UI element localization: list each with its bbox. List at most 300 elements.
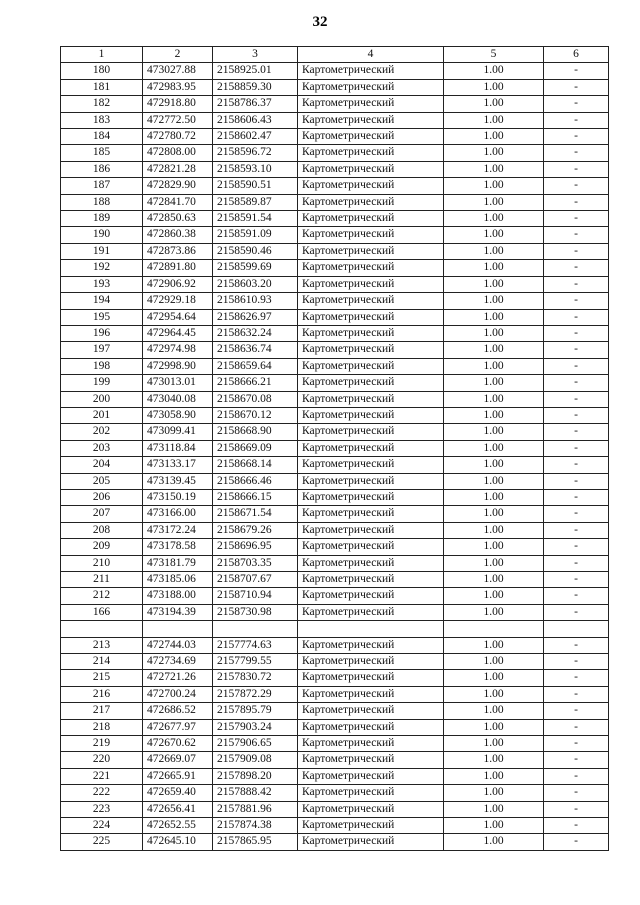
cell-coord-x: 472780.72	[143, 129, 213, 145]
cell-accuracy: 1.00	[444, 309, 544, 325]
cell-point-number: 204	[61, 457, 143, 473]
cell-coord-y: 2158599.69	[213, 260, 298, 276]
table-row	[61, 457, 609, 473]
table-row	[61, 506, 609, 522]
cell-method: Картометрический	[298, 63, 444, 79]
cell-accuracy: 1.00	[444, 801, 544, 817]
coordinates-table	[60, 46, 609, 851]
cell-coord-y: 2157903.24	[213, 719, 298, 735]
cell-method: Картометрический	[298, 96, 444, 112]
table-row	[61, 785, 609, 801]
cell-point-number: 206	[61, 489, 143, 505]
cell-coord-y: 2158730.98	[213, 604, 298, 620]
cell-point-number: 190	[61, 227, 143, 243]
table-row	[61, 539, 609, 555]
cell-note: -	[544, 112, 609, 128]
cell-note: -	[544, 506, 609, 522]
cell-method: Картометрический	[298, 161, 444, 177]
cell-coord-y: 2158666.46	[213, 473, 298, 489]
cell-coord-y: 2158659.64	[213, 358, 298, 374]
cell-coord-x: 472652.55	[143, 818, 213, 834]
cell-coord-x: 472665.91	[143, 768, 213, 784]
cell-coord-x: 472964.45	[143, 325, 213, 341]
cell-method: Картометрический	[298, 375, 444, 391]
cell-note: -	[544, 342, 609, 358]
cell-accuracy	[444, 621, 544, 637]
cell-coord-y: 2158671.54	[213, 506, 298, 522]
cell-point-number: 214	[61, 654, 143, 670]
cell-method: Картометрический	[298, 79, 444, 95]
table-row	[61, 424, 609, 440]
cell-coord-x: 472850.63	[143, 211, 213, 227]
cell-point-number: 211	[61, 572, 143, 588]
table-row	[61, 604, 609, 620]
cell-point-number: 188	[61, 194, 143, 210]
cell-method: Картометрический	[298, 342, 444, 358]
cell-accuracy: 1.00	[444, 670, 544, 686]
cell-accuracy: 1.00	[444, 424, 544, 440]
cell-note: -	[544, 178, 609, 194]
cell-note: -	[544, 768, 609, 784]
cell-coord-y: 2158610.93	[213, 293, 298, 309]
cell-method: Картометрический	[298, 670, 444, 686]
cell-note: -	[544, 161, 609, 177]
table-row	[61, 572, 609, 588]
cell-accuracy: 1.00	[444, 489, 544, 505]
cell-coord-x: 472772.50	[143, 112, 213, 128]
cell-point-number: 202	[61, 424, 143, 440]
cell-coord-y: 2158666.21	[213, 375, 298, 391]
cell-method: Картометрический	[298, 522, 444, 538]
cell-method: Картометрический	[298, 211, 444, 227]
cell-method: Картометрический	[298, 801, 444, 817]
cell-accuracy: 1.00	[444, 654, 544, 670]
cell-note: -	[544, 358, 609, 374]
cell-method: Картометрический	[298, 572, 444, 588]
cell-note: -	[544, 473, 609, 489]
cell-accuracy: 1.00	[444, 145, 544, 161]
cell-coord-x: 473194.39	[143, 604, 213, 620]
cell-coord-x: 472998.90	[143, 358, 213, 374]
cell-accuracy: 1.00	[444, 719, 544, 735]
cell-point-number: 210	[61, 555, 143, 571]
cell-method: Картометрический	[298, 227, 444, 243]
cell-point-number: 186	[61, 161, 143, 177]
page-number: 32	[312, 14, 328, 30]
cell-coord-y: 2158668.90	[213, 424, 298, 440]
cell-method: Картометрический	[298, 637, 444, 653]
cell-point-number: 219	[61, 736, 143, 752]
cell-coord-x: 473181.79	[143, 555, 213, 571]
cell-accuracy: 1.00	[444, 572, 544, 588]
cell-method: Картометрический	[298, 752, 444, 768]
cell-method: Картометрический	[298, 243, 444, 259]
table-row	[61, 63, 609, 79]
cell-coord-y: 2158596.72	[213, 145, 298, 161]
cell-accuracy: 1.00	[444, 161, 544, 177]
cell-point-number: 198	[61, 358, 143, 374]
table-row	[61, 309, 609, 325]
column-header-4: 4	[298, 47, 444, 63]
cell-accuracy: 1.00	[444, 375, 544, 391]
cell-coord-x: 472974.98	[143, 342, 213, 358]
column-header-3: 3	[213, 47, 298, 63]
table-row	[61, 489, 609, 505]
cell-coord-y: 2158670.08	[213, 391, 298, 407]
cell-accuracy: 1.00	[444, 293, 544, 309]
cell-point-number: 181	[61, 79, 143, 95]
cell-coord-y: 2157799.55	[213, 654, 298, 670]
table-row	[61, 703, 609, 719]
cell-method: Картометрический	[298, 686, 444, 702]
cell-coord-y: 2157830.72	[213, 670, 298, 686]
cell-coord-y: 2158679.26	[213, 522, 298, 538]
cell-point-number: 216	[61, 686, 143, 702]
cell-coord-x: 472873.86	[143, 243, 213, 259]
cell-note: -	[544, 489, 609, 505]
cell-coord-y: 2158696.95	[213, 539, 298, 555]
cell-accuracy: 1.00	[444, 276, 544, 292]
cell-method: Картометрический	[298, 293, 444, 309]
cell-coord-x: 472929.18	[143, 293, 213, 309]
table-row	[61, 588, 609, 604]
table-row	[61, 391, 609, 407]
cell-coord-x: 472860.38	[143, 227, 213, 243]
cell-accuracy: 1.00	[444, 588, 544, 604]
cell-accuracy: 1.00	[444, 555, 544, 571]
table-row	[61, 358, 609, 374]
cell-method: Картометрический	[298, 588, 444, 604]
cell-point-number: 183	[61, 112, 143, 128]
table-row	[61, 129, 609, 145]
cell-accuracy: 1.00	[444, 79, 544, 95]
cell-note: -	[544, 572, 609, 588]
cell-note: -	[544, 801, 609, 817]
cell-note: -	[544, 457, 609, 473]
cell-note: -	[544, 818, 609, 834]
cell-coord-y: 2157774.63	[213, 637, 298, 653]
cell-coord-x: 473118.84	[143, 440, 213, 456]
cell-note: -	[544, 211, 609, 227]
cell-coord-y: 2157874.38	[213, 818, 298, 834]
table-header-row	[61, 47, 609, 63]
cell-point-number: 180	[61, 63, 143, 79]
cell-coord-y: 2158626.97	[213, 309, 298, 325]
cell-coord-x: 472700.24	[143, 686, 213, 702]
table-row	[61, 621, 609, 637]
cell-coord-x: 472918.80	[143, 96, 213, 112]
table-row	[61, 145, 609, 161]
cell-coord-x: 472744.03	[143, 637, 213, 653]
cell-note: -	[544, 276, 609, 292]
table-body	[61, 63, 609, 850]
cell-coord-x: 472906.92	[143, 276, 213, 292]
cell-method: Картометрический	[298, 506, 444, 522]
cell-note: -	[544, 752, 609, 768]
cell-coord-y: 2157895.79	[213, 703, 298, 719]
cell-note: -	[544, 670, 609, 686]
cell-accuracy: 1.00	[444, 506, 544, 522]
cell-method: Картометрический	[298, 391, 444, 407]
cell-note: -	[544, 703, 609, 719]
table-row	[61, 686, 609, 702]
table-row	[61, 768, 609, 784]
cell-coord-x: 472829.90	[143, 178, 213, 194]
cell-coord-y: 2158591.54	[213, 211, 298, 227]
cell-coord-y: 2158636.74	[213, 342, 298, 358]
cell-note: -	[544, 243, 609, 259]
cell-coord-y: 2157872.29	[213, 686, 298, 702]
table-row	[61, 801, 609, 817]
cell-point-number: 203	[61, 440, 143, 456]
cell-coord-x: 472954.64	[143, 309, 213, 325]
cell-point-number: 205	[61, 473, 143, 489]
table-row	[61, 736, 609, 752]
cell-accuracy: 1.00	[444, 539, 544, 555]
cell-method: Картометрический	[298, 424, 444, 440]
cell-coord-x: 473172.24	[143, 522, 213, 538]
cell-coord-x: 473185.06	[143, 572, 213, 588]
cell-note: -	[544, 654, 609, 670]
cell-point-number: 166	[61, 604, 143, 620]
cell-accuracy: 1.00	[444, 63, 544, 79]
cell-point-number: 185	[61, 145, 143, 161]
cell-accuracy: 1.00	[444, 473, 544, 489]
cell-coord-x: 473013.01	[143, 375, 213, 391]
cell-method: Картометрический	[298, 440, 444, 456]
cell-note: -	[544, 522, 609, 538]
cell-method: Картометрический	[298, 818, 444, 834]
cell-point-number: 225	[61, 834, 143, 850]
cell-point-number: 184	[61, 129, 143, 145]
cell-method: Картометрический	[298, 604, 444, 620]
table-row	[61, 325, 609, 341]
cell-note: -	[544, 227, 609, 243]
cell-coord-y: 2158925.01	[213, 63, 298, 79]
cell-point-number: 220	[61, 752, 143, 768]
cell-note: -	[544, 719, 609, 735]
cell-coord-y: 2158589.87	[213, 194, 298, 210]
cell-method: Картометрический	[298, 178, 444, 194]
cell-coord-y	[213, 621, 298, 637]
cell-method: Картометрический	[298, 473, 444, 489]
cell-coord-x: 472983.95	[143, 79, 213, 95]
cell-coord-y: 2158670.12	[213, 407, 298, 423]
cell-coord-x: 472670.62	[143, 736, 213, 752]
column-header-6: 6	[544, 47, 609, 63]
cell-accuracy: 1.00	[444, 834, 544, 850]
table-row	[61, 342, 609, 358]
cell-accuracy: 1.00	[444, 178, 544, 194]
cell-accuracy: 1.00	[444, 752, 544, 768]
cell-method	[298, 621, 444, 637]
cell-accuracy: 1.00	[444, 112, 544, 128]
cell-coord-y: 2158593.10	[213, 161, 298, 177]
cell-note: -	[544, 79, 609, 95]
cell-note: -	[544, 194, 609, 210]
cell-accuracy: 1.00	[444, 325, 544, 341]
cell-coord-y: 2158703.35	[213, 555, 298, 571]
table-row	[61, 96, 609, 112]
table-row	[61, 276, 609, 292]
cell-accuracy: 1.00	[444, 736, 544, 752]
cell-point-number: 217	[61, 703, 143, 719]
cell-coord-x: 473040.08	[143, 391, 213, 407]
cell-note: -	[544, 325, 609, 341]
cell-coord-x: 472669.07	[143, 752, 213, 768]
cell-accuracy: 1.00	[444, 358, 544, 374]
cell-accuracy: 1.00	[444, 785, 544, 801]
cell-coord-x: 473166.00	[143, 506, 213, 522]
cell-point-number: 197	[61, 342, 143, 358]
table-row	[61, 637, 609, 653]
cell-note: -	[544, 129, 609, 145]
table-row	[61, 375, 609, 391]
cell-coord-y: 2158591.09	[213, 227, 298, 243]
cell-point-number: 213	[61, 637, 143, 653]
cell-method: Картометрический	[298, 736, 444, 752]
cell-note: -	[544, 686, 609, 702]
cell-coord-x: 473099.41	[143, 424, 213, 440]
table-row	[61, 818, 609, 834]
cell-coord-y: 2158786.37	[213, 96, 298, 112]
cell-point-number: 215	[61, 670, 143, 686]
cell-point-number: 194	[61, 293, 143, 309]
cell-coord-x: 473133.17	[143, 457, 213, 473]
cell-coord-x: 472841.70	[143, 194, 213, 210]
cell-method: Картометрический	[298, 309, 444, 325]
cell-coord-y: 2158590.51	[213, 178, 298, 194]
cell-note	[544, 621, 609, 637]
table-row	[61, 752, 609, 768]
table-row	[61, 178, 609, 194]
cell-coord-x: 473027.88	[143, 63, 213, 79]
cell-method: Картометрический	[298, 703, 444, 719]
cell-coord-y: 2157898.20	[213, 768, 298, 784]
cell-accuracy: 1.00	[444, 768, 544, 784]
cell-method: Картометрический	[298, 145, 444, 161]
cell-coord-x: 472721.26	[143, 670, 213, 686]
cell-point-number: 224	[61, 818, 143, 834]
cell-note: -	[544, 736, 609, 752]
column-header-2: 2	[143, 47, 213, 63]
cell-accuracy: 1.00	[444, 260, 544, 276]
cell-point-number: 207	[61, 506, 143, 522]
cell-coord-x: 472656.41	[143, 801, 213, 817]
cell-coord-y: 2158590.46	[213, 243, 298, 259]
cell-point-number: 193	[61, 276, 143, 292]
table-row	[61, 161, 609, 177]
cell-note: -	[544, 293, 609, 309]
cell-accuracy: 1.00	[444, 211, 544, 227]
cell-accuracy: 1.00	[444, 227, 544, 243]
cell-method: Картометрический	[298, 555, 444, 571]
cell-method: Картометрический	[298, 260, 444, 276]
cell-method: Картометрический	[298, 358, 444, 374]
cell-accuracy: 1.00	[444, 686, 544, 702]
column-header-5: 5	[444, 47, 544, 63]
cell-point-number: 201	[61, 407, 143, 423]
cell-coord-x: 473139.45	[143, 473, 213, 489]
cell-coord-y: 2158602.47	[213, 129, 298, 145]
cell-coord-x: 473150.19	[143, 489, 213, 505]
cell-coord-y: 2157888.42	[213, 785, 298, 801]
cell-note: -	[544, 785, 609, 801]
table-row	[61, 654, 609, 670]
cell-method: Картометрический	[298, 719, 444, 735]
cell-method: Картометрический	[298, 785, 444, 801]
cell-coord-y: 2158668.14	[213, 457, 298, 473]
cell-coord-x: 472821.28	[143, 161, 213, 177]
cell-method: Картометрический	[298, 112, 444, 128]
cell-note: -	[544, 637, 609, 653]
cell-accuracy: 1.00	[444, 457, 544, 473]
cell-accuracy: 1.00	[444, 243, 544, 259]
table-row	[61, 407, 609, 423]
cell-note: -	[544, 96, 609, 112]
column-header-1: 1	[61, 47, 143, 63]
cell-accuracy: 1.00	[444, 342, 544, 358]
cell-point-number: 200	[61, 391, 143, 407]
cell-point-number: 192	[61, 260, 143, 276]
cell-method: Картометрический	[298, 129, 444, 145]
cell-coord-y: 2157909.08	[213, 752, 298, 768]
cell-coord-x: 473058.90	[143, 407, 213, 423]
cell-note: -	[544, 539, 609, 555]
cell-point-number: 218	[61, 719, 143, 735]
cell-note: -	[544, 407, 609, 423]
cell-coord-x	[143, 621, 213, 637]
table-row	[61, 79, 609, 95]
cell-point-number: 182	[61, 96, 143, 112]
table-row	[61, 834, 609, 850]
cell-note: -	[544, 555, 609, 571]
cell-method: Картометрический	[298, 457, 444, 473]
cell-accuracy: 1.00	[444, 703, 544, 719]
table-row	[61, 243, 609, 259]
cell-note: -	[544, 375, 609, 391]
cell-point-number: 189	[61, 211, 143, 227]
table-row	[61, 670, 609, 686]
cell-note: -	[544, 260, 609, 276]
cell-method: Картометрический	[298, 194, 444, 210]
cell-accuracy: 1.00	[444, 522, 544, 538]
cell-accuracy: 1.00	[444, 194, 544, 210]
table-row	[61, 211, 609, 227]
cell-point-number: 221	[61, 768, 143, 784]
table-row	[61, 227, 609, 243]
cell-coord-y: 2158710.94	[213, 588, 298, 604]
cell-note: -	[544, 145, 609, 161]
cell-method: Картометрический	[298, 834, 444, 850]
cell-point-number: 191	[61, 243, 143, 259]
cell-note: -	[544, 604, 609, 620]
cell-accuracy: 1.00	[444, 818, 544, 834]
cell-point-number: 212	[61, 588, 143, 604]
cell-coord-y: 2158666.15	[213, 489, 298, 505]
cell-accuracy: 1.00	[444, 604, 544, 620]
cell-coord-x: 472686.52	[143, 703, 213, 719]
cell-note: -	[544, 391, 609, 407]
table-row	[61, 555, 609, 571]
cell-note: -	[544, 588, 609, 604]
cell-method: Картометрический	[298, 654, 444, 670]
cell-note: -	[544, 63, 609, 79]
cell-coord-y: 2157906.65	[213, 736, 298, 752]
cell-coord-x: 472677.97	[143, 719, 213, 735]
cell-point-number	[61, 621, 143, 637]
table-row	[61, 194, 609, 210]
